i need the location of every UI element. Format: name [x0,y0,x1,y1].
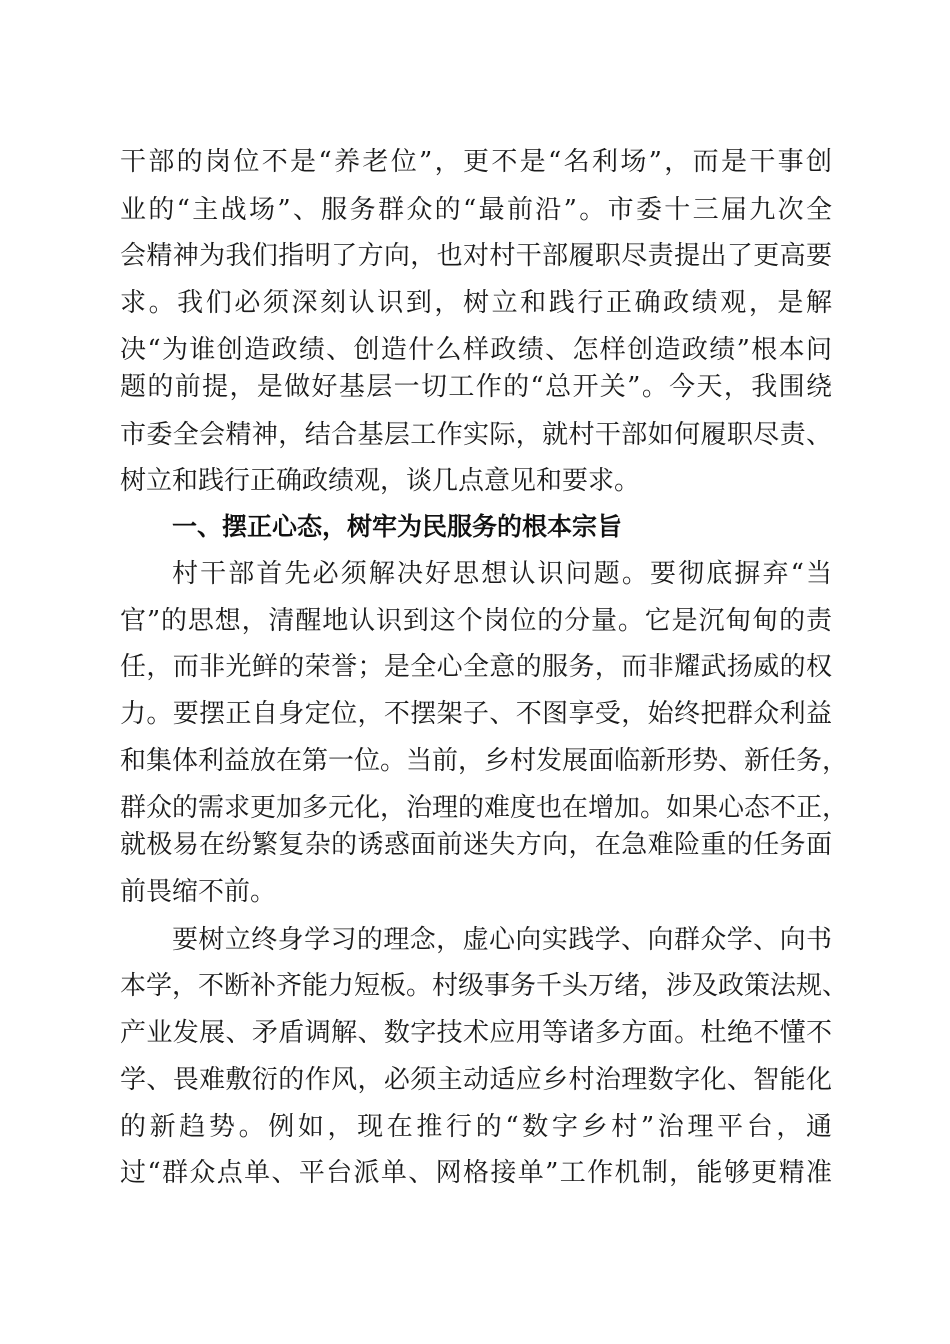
para2-line-1: 要树立终身学习的理念，虚心向实践学、向群众学、向书 [172,925,832,955]
para1-line-1: 村干部首先必须解决好思想认识问题。要彻底摒弃“当 [172,559,832,589]
intro-line-1: 干部的岗位不是“养老位”，更不是“名利场”，而是干事创 [120,147,832,177]
para1-line-7: 就极易在纷繁复杂的诱惑面前迷失方向，在急难险重的任务面 [120,830,832,860]
intro-line-3: 会精神为我们指明了方向，也对村干部履职尽责提出了更高要 [120,241,832,271]
intro-line-8: 树立和践行正确政绩观，谈几点意见和要求。 [120,466,641,496]
para1-line-3: 任，而非光鲜的荣誉；是全心全意的服务，而非耀武扬威的权 [120,652,832,682]
para1-line-4: 力。要摆正自身定位，不摆架子、不图享受，始终把群众利益 [120,699,832,729]
intro-line-4: 求。我们必须深刻认识到，树立和践行正确政绩观，是解 [120,288,832,318]
para2-line-2: 本学，不断补齐能力短板。村级事务千头万绪，涉及政策法规、 [120,971,849,1001]
para1-line-6: 群众的需求更加多元化，治理的难度也在增加。如果心态不正， [120,793,849,823]
intro-line-7: 市委全会精神，结合基层工作实际，就村干部如何履职尽责、 [120,420,832,450]
section-heading: 一、摆正心态，树牢为民服务的根本宗旨 [172,512,623,541]
para2-line-6: 过“群众点单、平台派单、网格接单”工作机制，能够更精准 [120,1158,832,1188]
para1-line-2: 官”的思想，清醒地认识到这个岗位的分量。它是沉甸甸的责 [120,606,832,636]
para2-line-5: 的新趋势。例如，现在推行的“数字乡村”治理平台，通 [120,1112,832,1142]
para1-line-8: 前畏缩不前。 [120,877,277,907]
intro-line-6: 题的前提，是做好基层一切工作的“总开关”。今天，我围绕 [120,372,832,402]
para1-line-5: 和集体利益放在第一位。当前，乡村发展面临新形势、新任务， [120,746,849,776]
para2-line-4: 学、畏难敷衍的作风，必须主动适应乡村治理数字化、智能化 [120,1065,832,1095]
intro-line-5: 决“为谁创造政绩、创造什么样政绩、怎样创造政绩”根本问 [120,335,832,365]
para2-line-3: 产业发展、矛盾调解、数字技术应用等诸多方面。杜绝不懂不 [120,1018,832,1048]
intro-line-2: 业的“主战场”、服务群众的“最前沿”。市委十三届九次全 [120,195,832,225]
